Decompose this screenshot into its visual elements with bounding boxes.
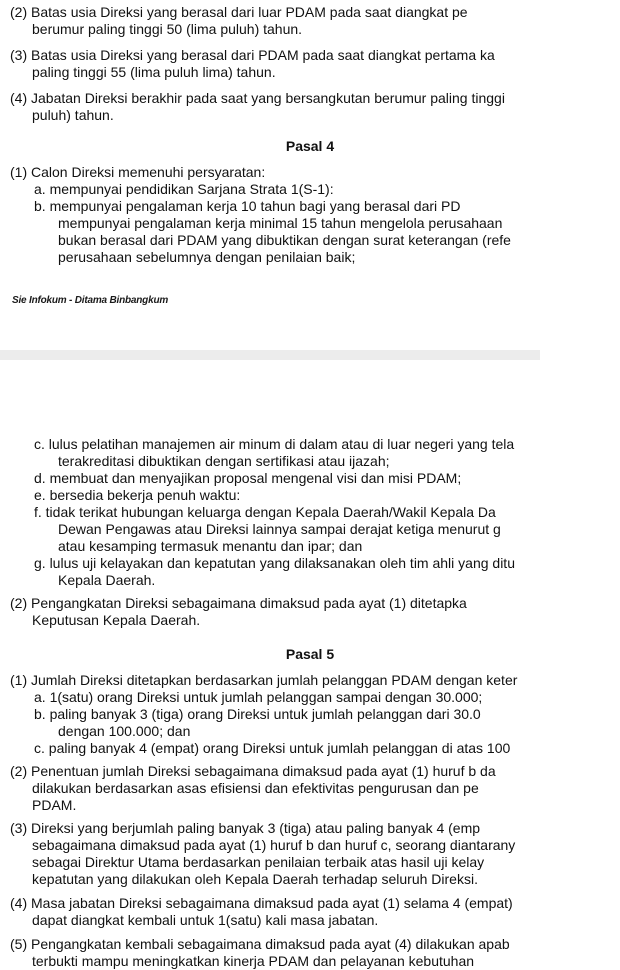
article-5-paragraph-2 [10,763,540,814]
text-line: (1) Jumlah Direksi ditetapkan berdasarkan jumlah pelanggan PDAM dengan keter [10,672,518,688]
text-line: Dewan Pengawas atau Direksi lainnya sampai derajat ketiga menurut g [58,521,501,537]
text-line: (3) Batas usia Direksi yang berasal dari PDAM pada saat diangkat pertama ka [10,47,495,63]
text-line: sebagaimana dimaksud pada ayat (1) huruf b dan huruf c, seorang diantarany [32,837,516,853]
text-line: PDAM. [32,797,77,813]
text-line: (4) Jabatan Direksi berakhir pada saat yang bersangkutan berumur paling tinggi [10,90,505,106]
director-count-item-b [34,706,540,740]
document-page-1 [0,0,540,350]
text-line: terbukti mampu meningkatkan kinerja PDAM dan pelayanan kebutuhan [32,953,475,969]
text-line: c. paling banyak 4 (empat) orang Direksi untuk jumlah pelanggan di atas 100 [34,740,511,756]
text-line: f. tidak terikat hubungan keluarga dengan Kepala Daerah/Wakil Kepala Da [34,504,496,520]
director-count-item-a [34,689,540,706]
requirement-item-f [34,504,540,555]
text-line: sebagai Direktur Utama berdasarkan penilaian terbaik atas hasil uji kelay [32,854,485,870]
text-line: dengan 100.000; dan [58,723,191,739]
text-line: paling tinggi 55 (lima puluh lima) tahun. [32,64,276,80]
article-3-paragraph-2 [10,4,540,38]
text-line: (2) Batas usia Direksi yang berasal dari luar PDAM pada saat diangkat pe [10,4,468,20]
article-3-paragraph-4 [10,90,540,124]
text-line: mempunyai pengalaman kerja minimal 15 tahun mengelola perusahaan [58,215,503,231]
article-3-paragraph-3 [10,47,540,81]
text-line: (2) Pengangkatan Direksi sebagaimana dimaksud pada ayat (1) ditetapka [10,595,467,611]
requirement-item-c [34,436,540,470]
text-line: Kepala Daerah. [58,572,156,588]
text-line: dapat diangkat kembali untuk 1(satu) kali masa jabatan. [32,912,379,928]
page-separator [0,350,540,360]
article-5-paragraph-5 [10,936,540,970]
article-4-paragraph-2 [10,595,540,629]
text-line: atau kesamping termasuk menantu dan ipar; dan [58,538,363,554]
text-line: terakreditasi dibuktikan dengan sertifikasi atau ijazah; [58,453,390,469]
text-line: b. paling banyak 3 (tiga) orang Direksi untuk jumlah pelanggan dari 30.0 [34,706,481,722]
article-5-paragraph-3 [10,820,540,888]
page-footer: Sie Infokum - Ditama Binbangkum [12,295,169,306]
text-line: b. mempunyai pengalaman kerja 10 tahun bagi yang berasal dari PD [34,198,461,214]
text-line: (5) Pengangkatan kembali sebagaimana dimaksud pada ayat (4) dilakukan apab [10,936,510,952]
article-5-paragraph-4 [10,895,540,929]
text-line: dilakukan berdasarkan asas efisiensi dan efektivitas pengurusan dan pe [32,780,479,796]
text-line: kepatutan yang dilakukan oleh Kepala Daerah terhadap seluruh Direksi. [32,871,478,887]
text-line: a. 1(satu) orang Direksi untuk jumlah pelanggan sampai dengan 30.000; [34,689,483,705]
text-line: c. lulus pelatihan manajemen air minum di dalam atau di luar negeri yang tela [34,436,515,452]
text-line: (3) Direksi yang berjumlah paling banyak 3 (tiga) atau paling banyak 4 (emp [10,820,481,836]
article-5-paragraph-1 [10,672,540,689]
article-4-heading: Pasal 4 [285,138,335,154]
requirement-item-a [34,181,540,198]
document-page-2 [0,360,540,969]
article-4-paragraph-1 [10,164,540,181]
text-line: e. bersedia bekerja penuh waktu: [34,487,241,503]
text-line: berumur paling tinggi 50 (lima puluh) tahun. [32,21,303,37]
requirement-item-e [34,487,540,504]
requirement-item-g [34,555,540,589]
text-line: d. membuat dan menyajikan proposal mengenal visi dan misi PDAM; [34,470,462,486]
text-line: bukan berasal dari PDAM yang dibuktikan dengan surat keterangan (refe [58,232,511,248]
text-line: (2) Penentuan jumlah Direksi sebagaimana dimaksud pada ayat (1) huruf b da [10,763,496,779]
requirement-item-d [34,470,540,487]
article-5-heading: Pasal 5 [285,646,335,662]
text-line: g. lulus uji kelayakan dan kepatutan yang dilaksanakan oleh tim ahli yang ditu [34,555,515,571]
requirement-item-b [34,198,540,266]
text-line: puluh) tahun. [32,107,114,123]
text-line: Keputusan Kepala Daerah. [32,612,201,628]
text-line: (1) Calon Direksi memenuhi persyaratan: [10,164,266,180]
text-line: perusahaan sebelumnya dengan penilaian baik; [58,249,356,265]
director-count-item-c [34,740,540,757]
text-line: a. mempunyai pendidikan Sarjana Strata 1(S-1): [34,181,334,197]
text-line: (4) Masa jabatan Direksi sebagaimana dimaksud pada ayat (1) selama 4 (empat) [10,895,513,911]
